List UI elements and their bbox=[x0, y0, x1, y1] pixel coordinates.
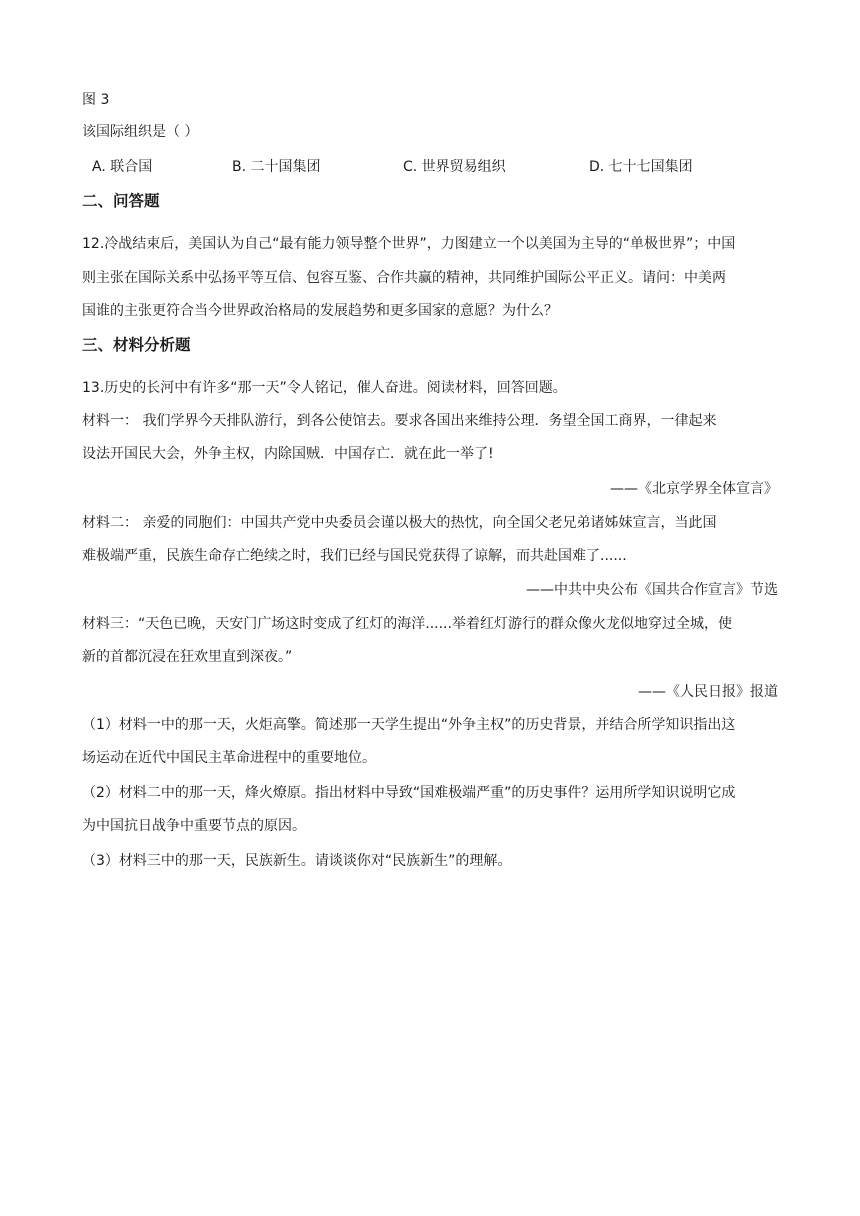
material-2-line-1: 材料二： 亲爱的同胞们：中国共产党中央委员会谨以极大的热忱，向全国父老兄弟诸姊妹宣言，当此国 bbox=[82, 515, 717, 531]
sub-question-3-line-1: （3）材料三中的那一天，民族新生。请谈谈你对“民族新生”的理解。 bbox=[82, 853, 512, 869]
sub-question-2-line-2: 为中国抗日战争中重要节点的原因。 bbox=[82, 818, 306, 834]
material-1-source: ——《北京学界全体宣言》 bbox=[610, 481, 778, 497]
section-2-title: 二、问答题 bbox=[82, 192, 160, 210]
question-13-intro: 13.历史的长河中有许多“那一天”令人铭记，催人奋进。阅读材料，回答回题。 bbox=[82, 380, 567, 396]
section-3-title: 三、材料分析题 bbox=[82, 336, 191, 354]
material-3-line-2: 新的首都沉浸在狂欢里直到深夜。” bbox=[82, 649, 293, 665]
material-1-line-1: 材料一： 我们学界今天排队游行，到各公使馆去。要求各国出来维持公理．务望全国工商界，一律起来 bbox=[82, 413, 717, 429]
material-3-line-1: 材料三：“天色已晚，天安门广场这时变成了红灯的海洋......举着红灯游行的群众像火龙似地穿过全城，使 bbox=[82, 616, 732, 632]
material-3-source: ——《人民日报》报道 bbox=[638, 684, 778, 700]
question-11-stem: 该国际组织是（ ） bbox=[82, 124, 199, 140]
option-a: A. 联合国 bbox=[92, 159, 153, 175]
material-2-line-2: 难极端严重，民族生命存亡绝续之时，我们已经与国民党获得了谅解，而共赴国难了...... bbox=[82, 548, 627, 564]
sub-question-2-line-1: （2）材料二中的那一天，烽火燎原。指出材料中导致“国难极端严重”的历史事件？运用所学知识说明它成 bbox=[82, 785, 736, 801]
sub-question-1-line-2: 场运动在近代中国民主革命进程中的重要地位。 bbox=[82, 750, 376, 766]
question-12-line-1: 12.冷战结束后，美国认为自己“最有能力领导整个世界”，力图建立一个以美国为主导的“单极世界”；中国 bbox=[82, 236, 736, 252]
figure-caption: 图 3 bbox=[82, 92, 110, 108]
sub-question-1-line-1: （1）材料一中的那一天，火炬高擎。简述那一天学生提出“外争主权”的历史背景，并结合所学知识指出这 bbox=[82, 717, 736, 733]
question-12-line-3: 国谁的主张更符合当今世界政治格局的发展趋势和更多国家的意愿？为什么？ bbox=[82, 303, 558, 319]
question-12-line-2: 则主张在国际关系中弘扬平等互信、包容互鉴、合作共赢的精神，共同维护国际公平正义。请问：中美两 bbox=[82, 270, 726, 286]
material-1-line-2: 设法开国民大会，外争主权，内除国贼．中国存亡．就在此一举了! bbox=[82, 446, 494, 462]
option-c: C. 世界贸易组织 bbox=[403, 159, 506, 175]
option-d: D. 七十七国集团 bbox=[589, 159, 693, 175]
material-2-source: ——中共中央公布《国共合作宣言》节选 bbox=[526, 582, 778, 598]
option-b: B. 二十国集团 bbox=[232, 159, 321, 175]
